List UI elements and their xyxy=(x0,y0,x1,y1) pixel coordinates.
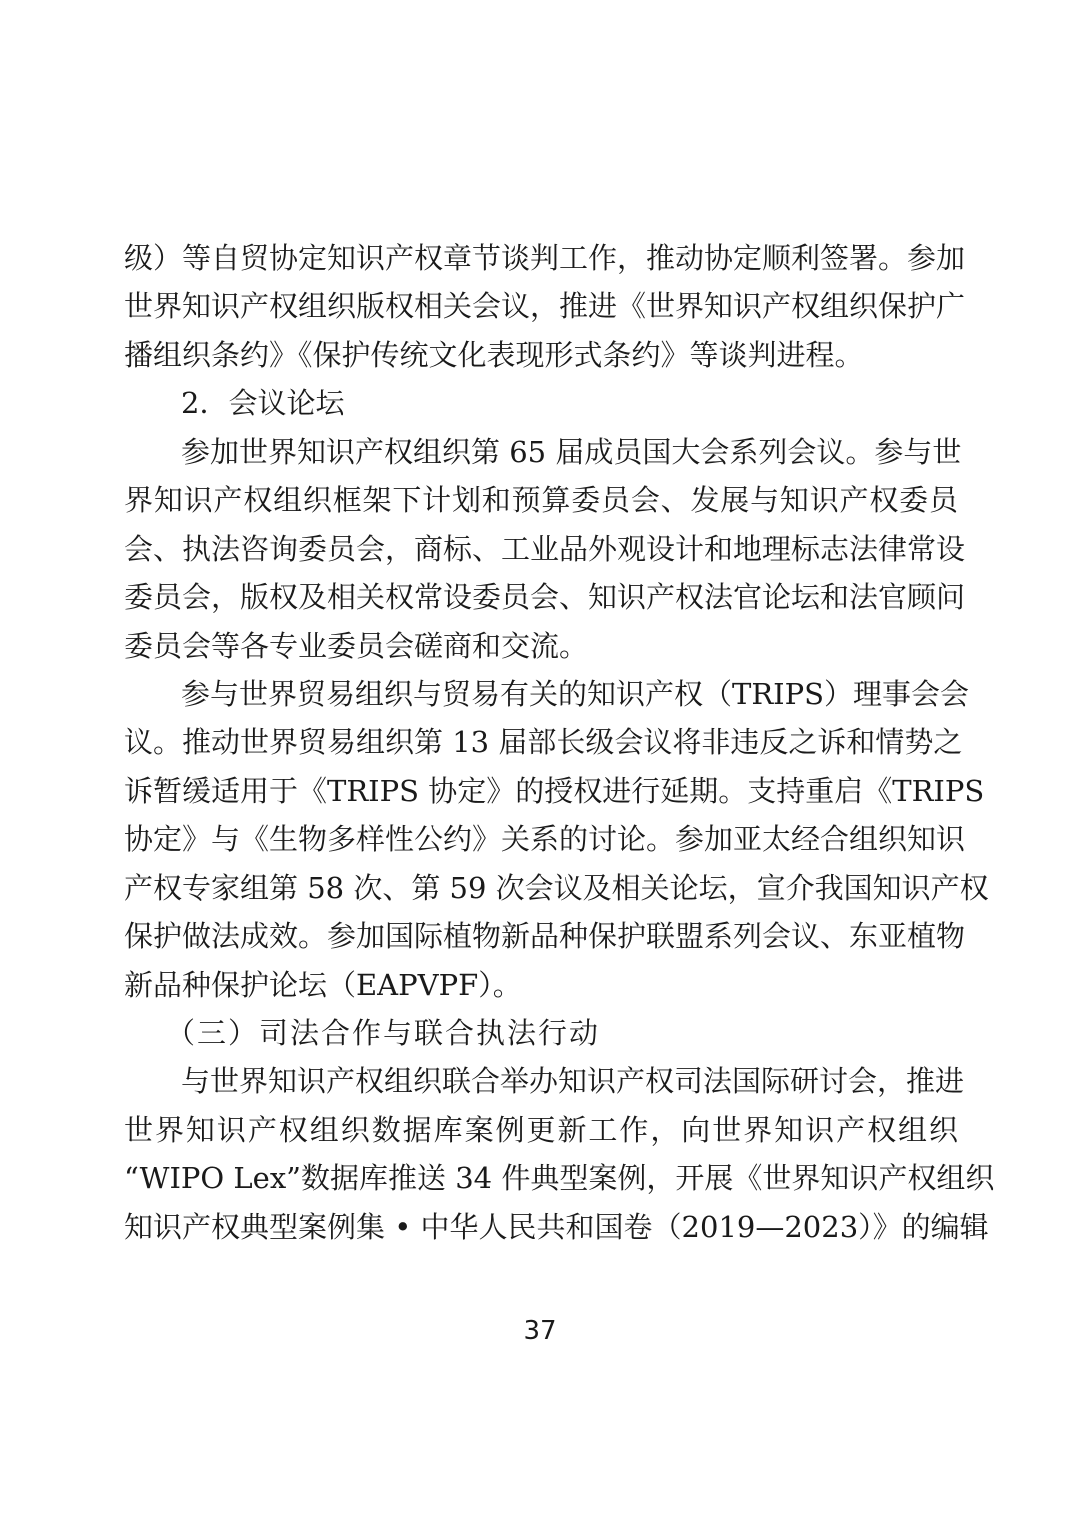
body-line: 协定》与《生物多样性公约》关系的讨论。参加亚太经合组织知识 xyxy=(124,822,966,856)
page-number: 37 xyxy=(523,1316,557,1346)
body-line: 世界知识产权组织数据库案例更新工作，向世界知识产权组织 xyxy=(124,1113,958,1147)
body-line: 参与世界贸易组织与贸易有关的知识产权（TRIPS）理事会会 xyxy=(181,677,970,711)
body-line: 委员会等各专业委员会磋商和交流。 xyxy=(124,629,589,663)
body-line: 议。推动世界贸易组织第 13 届部长级会议将非违反之诉和情势之 xyxy=(124,725,963,759)
body-line: “WIPO Lex”数据库推送 34 件典型案例，开展《世界知识产权组织 xyxy=(124,1161,995,1195)
body-line: 界知识产权组织框架下计划和预算委员会、发展与知识产权委员 xyxy=(124,483,958,517)
body-line: 产权专家组第 58 次、第 59 次会议及相关论坛，宣介我国知识产权 xyxy=(124,871,989,905)
body-line: 级）等自贸协定知识产权章节谈判工作，推动协定顺利签署。参加 xyxy=(124,241,966,275)
body-line: 保护做法成效。参加国际植物新品种保护联盟系列会议、东亚植物 xyxy=(124,919,966,953)
body-line: 与世界知识产权组织联合举办知识产权司法国际研讨会，推进 xyxy=(181,1064,965,1098)
body-line: 委员会，版权及相关权常设委员会、知识产权法官论坛和法官顾问 xyxy=(124,580,966,614)
body-line: 诉暂缓适用于《TRIPS 协定》的授权进行延期。支持重启《TRIPS xyxy=(124,774,985,808)
section-heading: 2．会议论坛 xyxy=(181,386,345,420)
body-line: 播组织条约》《保护传统文化表现形式条约》等谈判进程。 xyxy=(124,338,864,372)
body-line: 知识产权典型案例集 • 中华人民共和国卷（2019—2023）》的编辑 xyxy=(124,1210,989,1244)
section-heading: （三）司法合作与联合执法行动 xyxy=(166,1016,601,1050)
body-line: 新品种保护论坛（EAPVPF）。 xyxy=(124,968,522,1002)
body-line: 世界知识产权组织版权相关会议，推进《世界知识产权组织保护广 xyxy=(124,289,966,323)
body-line: 会、执法咨询委员会，商标、工业品外观设计和地理标志法律常设 xyxy=(124,532,966,566)
body-line: 参加世界知识产权组织第 65 届成员国大会系列会议。参与世 xyxy=(181,435,962,469)
